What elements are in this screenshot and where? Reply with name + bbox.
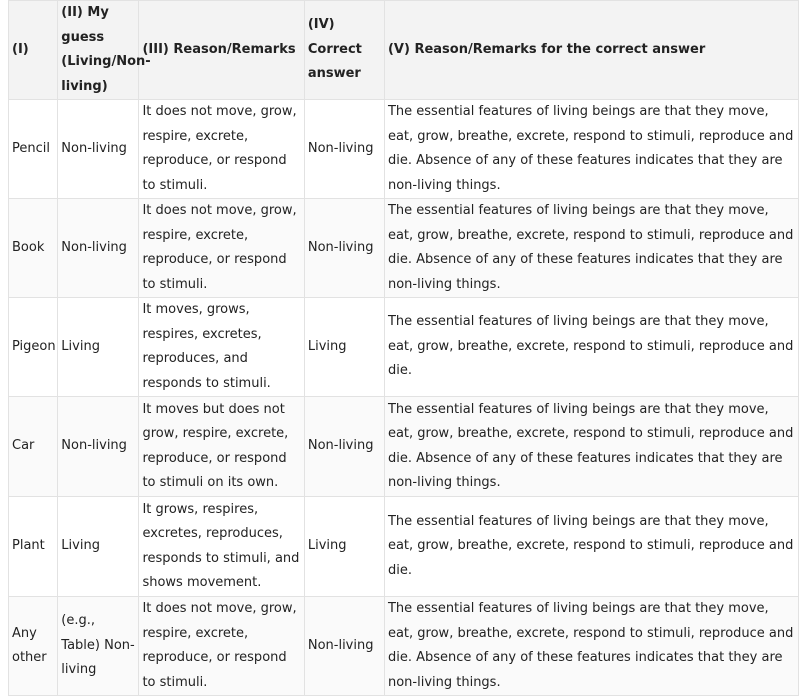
cell-object: Pigeon: [9, 298, 58, 397]
cell-answer: Non-living: [304, 397, 384, 497]
cell-object: Pencil: [9, 100, 58, 199]
cell-remarks: The essential features of living beings are that they move, eat, grow, breathe, excrete, respond to stimuli, reproduce and die. Absence of any of these features indicates that they are non-living things.: [384, 100, 798, 199]
cell-guess: Living: [58, 298, 139, 397]
cell-answer: Non-living: [304, 100, 384, 199]
table-header: [9, 1, 799, 100]
table-row: [9, 497, 799, 597]
header-reason: (III) Reason/Remarks: [139, 1, 304, 100]
cell-reason: It moves, grows, respires, excretes, reproduces, and responds to stimuli.: [139, 298, 304, 397]
table-row: [9, 597, 799, 696]
cell-guess: Non-living: [58, 199, 139, 298]
cell-remarks: The essential features of living beings are that they move, eat, grow, breathe, excrete, respond to stimuli, reproduce and die. Absence of any of these features indicates that they are non-living things.: [384, 597, 798, 696]
header-row: [9, 1, 799, 100]
cell-object: Car: [9, 397, 58, 497]
cell-reason: It moves but does not grow, respire, excrete, reproduce, or respond to stimuli on its own.: [139, 397, 304, 497]
cell-guess: Non-living: [58, 397, 139, 497]
cell-remarks: The essential features of living beings are that they move, eat, grow, breathe, excrete, respond to stimuli, reproduce and die. Absence of any of these features indicates that they are non-living things.: [384, 199, 798, 298]
cell-guess: (e.g., Table) Non-living: [58, 597, 139, 696]
cell-object: Any other: [9, 597, 58, 696]
cell-answer: Living: [304, 298, 384, 397]
cell-reason: It does not move, grow, respire, excrete, reproduce, or respond to stimuli.: [139, 199, 304, 298]
cell-reason: It does not move, grow, respire, excrete, reproduce, or respond to stimuli.: [139, 100, 304, 199]
table-body: [9, 100, 799, 696]
header-correct-remarks: (V) Reason/Remarks for the correct answer: [384, 1, 798, 100]
cell-object: Plant: [9, 497, 58, 597]
cell-object: Book: [9, 199, 58, 298]
cell-remarks: The essential features of living beings are that they move, eat, grow, breathe, excrete, respond to stimuli, reproduce and die. Absence of any of these features indicates that they are non-living things.: [384, 397, 798, 497]
cell-guess: Non-living: [58, 100, 139, 199]
header-my-guess: (II) My guess (Living/Non-living): [58, 1, 139, 100]
cell-reason: It grows, respires, excretes, reproduces, responds to stimuli, and shows movement.: [139, 497, 304, 597]
cell-remarks: The essential features of living beings are that they move, eat, grow, breathe, excrete, respond to stimuli, reproduce and die.: [384, 497, 798, 597]
cell-answer: Living: [304, 497, 384, 597]
table-row: [9, 397, 799, 497]
cell-answer: Non-living: [304, 597, 384, 696]
table-row: [9, 199, 799, 298]
cell-guess: Living: [58, 497, 139, 597]
header-correct-answer: (IV) Correct answer: [304, 1, 384, 100]
living-nonliving-table: [8, 0, 799, 696]
table-row: [9, 100, 799, 199]
cell-remarks: The essential features of living beings are that they move, eat, grow, breathe, excrete, respond to stimuli, reproduce and die.: [384, 298, 798, 397]
cell-answer: Non-living: [304, 199, 384, 298]
table-row: [9, 298, 799, 397]
cell-reason: It does not move, grow, respire, excrete, reproduce, or respond to stimuli.: [139, 597, 304, 696]
header-object: (I): [9, 1, 58, 100]
